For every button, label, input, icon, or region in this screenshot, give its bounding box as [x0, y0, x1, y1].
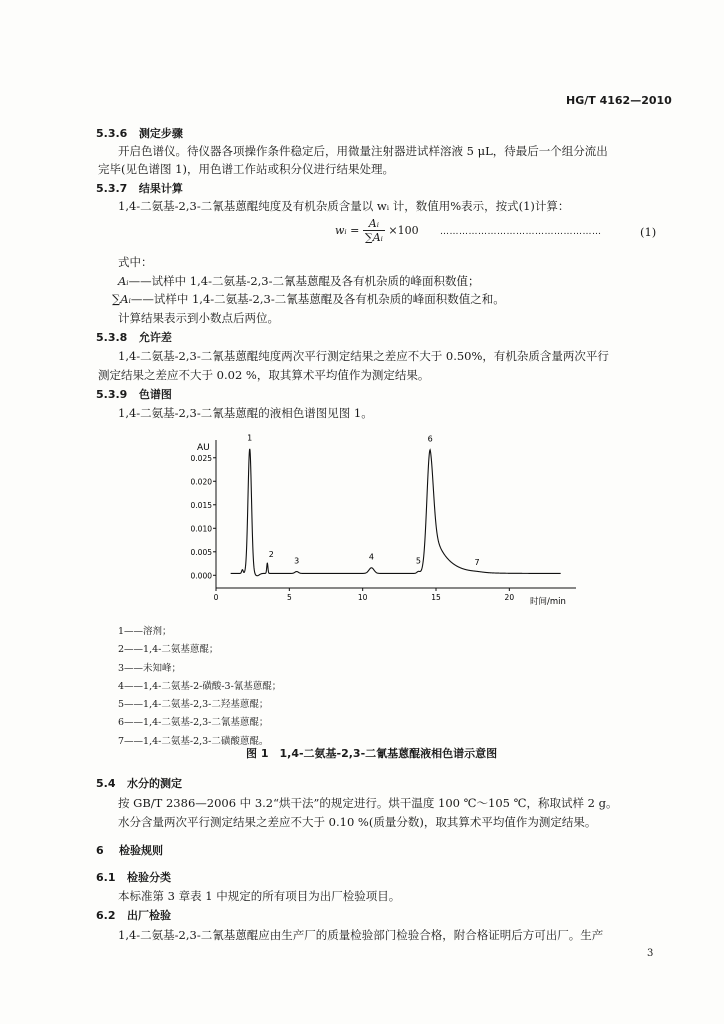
x-axis-label: 时间/min	[530, 597, 566, 607]
page-number: 3	[647, 948, 654, 959]
definition-text: ——试样中 1,4-二氨基-2,3-二氰基蒽醌及各有机杂质的峰面积数值之和。	[130, 292, 505, 306]
section-6-2-heading	[96, 907, 171, 923]
section-5-3-6-heading	[96, 125, 183, 141]
section-title: 允许差	[138, 331, 172, 344]
paragraph-line: 1,4-二氨基-2,3-二氰基蒽醌应由生产厂的质量检验部门检验合格，附合格证明后方可出厂。生产	[118, 928, 604, 942]
chart-axes	[216, 440, 576, 588]
formula-denominator: ∑Aᵢ	[364, 231, 383, 244]
peak-label: 6	[427, 434, 433, 444]
standard-number: HG/T 4162—2010	[566, 94, 672, 107]
section-5-4-heading	[96, 775, 182, 791]
formula-fraction	[363, 217, 385, 244]
x-tick-label: 15	[431, 593, 441, 602]
section-number: 5.3.6	[96, 127, 128, 140]
figure-legend	[118, 623, 281, 751]
chart-ticks	[191, 454, 515, 602]
x-tick-label: 10	[357, 593, 368, 602]
formula-number: (1)	[640, 225, 657, 239]
definition-2	[112, 291, 505, 307]
section-title: 出厂检验	[127, 909, 171, 922]
paragraph-line: 本标准第 3 章表 1 中规定的所有项目为出厂检验项目。	[118, 889, 401, 903]
peak-label: 1	[247, 433, 253, 443]
x-tick-label: 5	[286, 593, 292, 602]
definition-symbol: Aᵢ	[118, 274, 129, 288]
formula-1	[335, 217, 419, 244]
section-5-3-7-heading	[96, 180, 183, 196]
paragraph-line: 测定结果之差应不大于 0.02 %，取其算术平均值作为测定结果。	[98, 368, 430, 382]
legend-item: 3——未知峰；	[118, 662, 182, 674]
y-tick-label: 0.010	[190, 524, 212, 534]
section-number: 6.1	[96, 871, 116, 884]
section-6-heading	[96, 842, 163, 858]
section-number: 6.2	[96, 909, 116, 922]
formula-leader-dots: ……………………………………………	[440, 227, 602, 237]
legend-item: 5——1,4-二氨基-2,3-二羟基蒽醌；	[118, 699, 269, 711]
peak-label: 4	[368, 552, 375, 562]
paragraph-line: 开启色谱仪。待仪器各项操作条件稳定后，用微量注射器进试样溶液 5 μL，待最后一个组分流出	[118, 144, 608, 158]
section-number: 5.3.8	[96, 331, 128, 344]
peak-label: 3	[294, 556, 300, 566]
formula-lhs: wᵢ =	[335, 224, 360, 237]
peak-label: 2	[268, 549, 274, 559]
section-5-3-9-heading	[96, 386, 172, 402]
definition-text: ——试样中 1,4-二氨基-2,3-二氰基蒽醌及各有机杂质的峰面积数值；	[128, 274, 480, 288]
section-number: 5.3.7	[96, 182, 128, 195]
figure-caption: 图 1 1,4-二氨基-2,3-二氰基蒽醌液相色谱示意图	[246, 747, 498, 760]
legend-item: 1——溶剂；	[118, 626, 172, 637]
section-title: 色谱图	[138, 388, 172, 401]
chromatogram-chart	[180, 428, 580, 613]
section-title: 检验分类	[127, 871, 171, 884]
section-number: 5.3.9	[96, 388, 128, 401]
section-title: 水分的测定	[127, 777, 182, 790]
paragraph-line: 1,4-二氨基-2,3-二氰基蒽醌纯度及有机杂质含量以 wᵢ 计，数值用%表示，按式(1)计算：	[118, 199, 570, 213]
paragraph-line: 1,4-二氨基-2,3-二氰基蒽醌纯度两次平行测定结果之差应不大于 0.50%，有机杂质含量两次平行	[118, 349, 609, 363]
legend-item: 2——1,4-二氨基蒽醌；	[118, 644, 219, 656]
y-axis-label: AU	[197, 443, 210, 453]
peak-labels	[247, 434, 479, 567]
paragraph-line: 1,4-二氨基-2,3-二氰基蒽醌的液相色谱图见图 1。	[118, 406, 373, 420]
section-number: 5.4	[96, 777, 116, 790]
section-number: 6	[96, 844, 104, 857]
section-6-1-heading	[96, 869, 171, 885]
chromatogram-trace	[231, 449, 561, 576]
paragraph-line: 完毕(见色谱图 1)，用色谱工作站或积分仪进行结果处理。	[98, 162, 394, 176]
y-tick-label: 0.000	[190, 571, 212, 581]
peak-label: 5	[415, 556, 421, 566]
section-5-3-8-heading	[96, 329, 172, 345]
section-title: 检验规则	[118, 844, 163, 857]
y-tick-label: 0.025	[190, 453, 212, 463]
formula-numerator: Aᵢ	[363, 217, 385, 231]
legend-item: 4——1,4-二氨基-2-磺酸-3-氰基蒽醌；	[118, 680, 282, 692]
peak-label: 7	[474, 557, 480, 567]
where-label: 式中：	[118, 255, 153, 269]
paragraph-line: 按 GB/T 2386—2006 中 3.2“烘干法”的规定进行。烘干温度 100 ℃～105 ℃，称取试样 2 g。	[118, 796, 618, 810]
y-tick-label: 0.020	[190, 477, 212, 487]
section-title: 结果计算	[138, 182, 183, 195]
definition-1	[118, 273, 480, 289]
paragraph-line: 计算结果表示到小数点后两位。	[118, 311, 279, 325]
x-tick-label: 20	[504, 593, 515, 602]
section-title: 测定步骤	[138, 127, 183, 140]
legend-item: 7——1,4-二氨基-2,3-二磺酸蒽醌。	[118, 735, 269, 747]
y-tick-label: 0.015	[190, 500, 212, 510]
definition-symbol: ∑Aᵢ	[112, 292, 131, 306]
y-tick-label: 0.005	[190, 547, 212, 557]
formula-rhs: ×100	[388, 224, 419, 237]
x-tick-label: 0	[213, 593, 219, 602]
paragraph-line: 水分含量两次平行测定结果之差应不大于 0.10 %(质量分数)，取其算术平均值作为测定结果。	[118, 815, 597, 829]
legend-item: 6——1,4-二氨基-2,3-二氰基蒽醌；	[118, 717, 269, 729]
